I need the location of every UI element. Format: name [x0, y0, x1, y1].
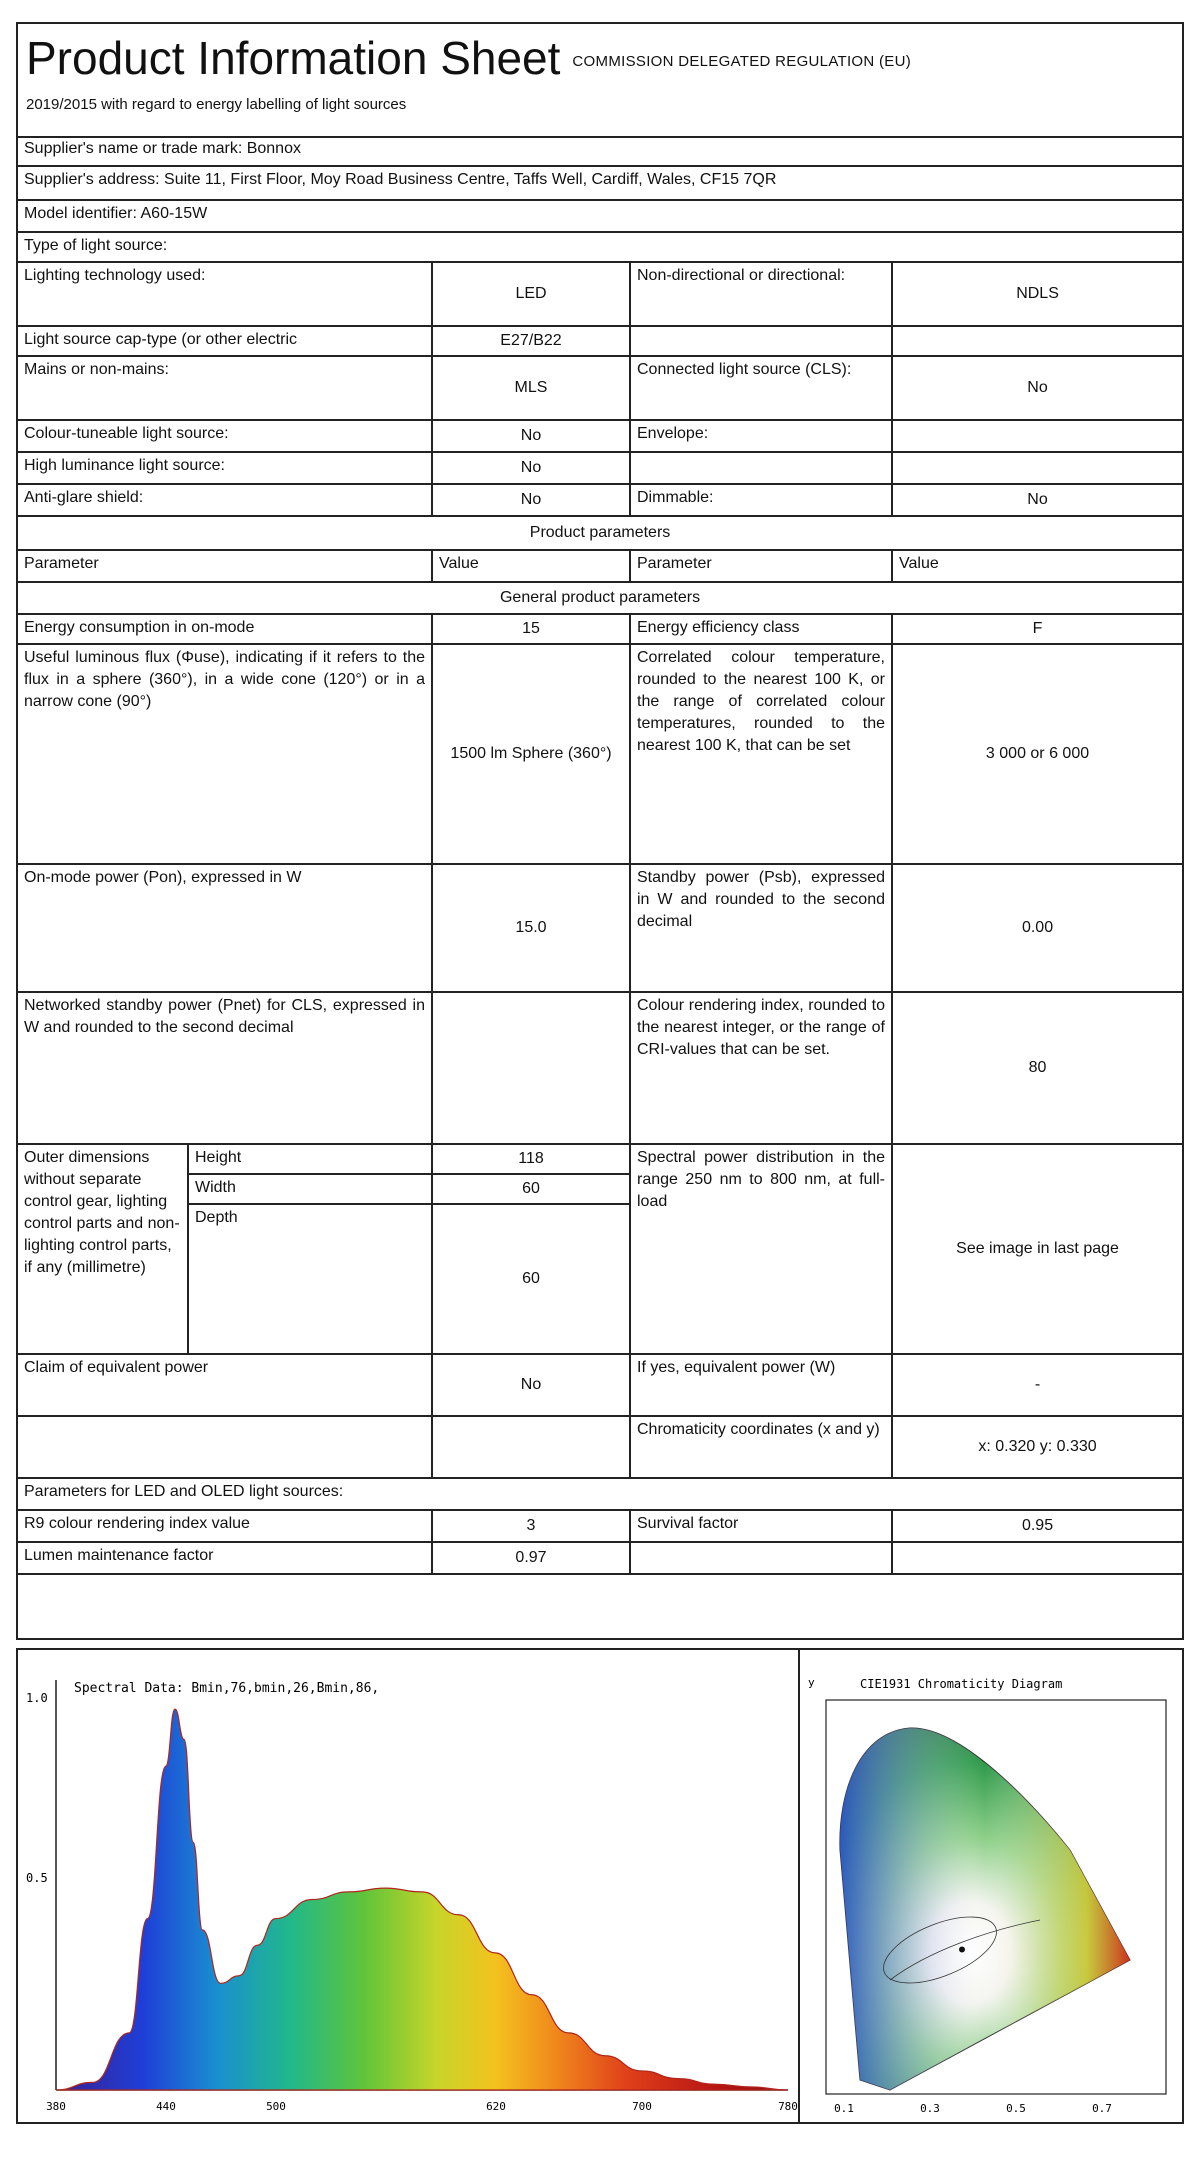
- param-value: E27/B22: [432, 326, 630, 356]
- regulation-subtitle: 2019/2015 with regard to energy labelling of light sources: [26, 96, 407, 113]
- param-label: Non-directional or directional:: [630, 262, 892, 326]
- table-row: [18, 136, 1182, 166]
- info-table: [18, 136, 1182, 1575]
- param-value: MLS: [432, 356, 630, 420]
- spectral-locus-colour: [840, 1728, 1130, 2090]
- width-value: 60: [432, 1174, 630, 1204]
- param-label: Energy efficiency class: [630, 614, 892, 644]
- param-value: 80: [892, 992, 1182, 1144]
- param-label: Lighting technology used:: [18, 262, 432, 326]
- param-label: Claim of equivalent power: [18, 1354, 432, 1416]
- supplier-name: Supplier's name or trade mark: Bonnox: [18, 136, 1182, 166]
- spectral-distribution-value: See image in last page: [892, 1144, 1182, 1354]
- column-header-value: Value: [432, 550, 630, 582]
- table-row: [18, 326, 1182, 356]
- param-value: No: [432, 1354, 630, 1416]
- param-label: Useful luminous flux (Φuse), indicating if it refers to the flux in a sphere (360°), in a wide cone (120°) or in a narrow cone (90°): [18, 644, 432, 864]
- param-label: Anti-glare shield:: [18, 484, 432, 516]
- x-tick-label: 620: [486, 2100, 506, 2113]
- chromaticity-point: [959, 1947, 965, 1953]
- param-value: NDLS: [892, 262, 1182, 326]
- param-label: Colour-tuneable light source:: [18, 420, 432, 452]
- dimensions-label: Outer dimensions without separate control gear, lighting control parts and non-lighting control parts, if any (millimetre): [18, 1144, 188, 1354]
- column-header-parameter: Parameter: [630, 550, 892, 582]
- y-tick-label: 1.0: [26, 1691, 48, 1705]
- title-text: Product Information Sheet: [26, 32, 561, 84]
- cie-x-tick: 0.3: [920, 2102, 940, 2115]
- param-value: [432, 992, 630, 1144]
- product-information-sheet: [16, 22, 1184, 1640]
- x-tick-label: 500: [266, 2100, 286, 2113]
- title-block: [18, 24, 1182, 138]
- param-label: Light source cap-type (or other electric: [18, 326, 432, 356]
- param-value: No: [432, 452, 630, 484]
- table-row: [18, 356, 1182, 420]
- led-parameters-heading: Parameters for LED and OLED light sources:: [18, 1478, 1182, 1510]
- table-row: [18, 550, 1182, 582]
- type-of-light-source: Type of light source:: [18, 232, 1182, 262]
- table-row: [18, 614, 1182, 644]
- table-row: [18, 420, 1182, 452]
- table-row: [18, 516, 1182, 550]
- height-label: Height: [188, 1144, 432, 1174]
- param-value: No: [892, 356, 1182, 420]
- param-label: Survival factor: [630, 1510, 892, 1542]
- param-label: R9 colour rendering index value: [18, 1510, 432, 1542]
- param-label: On-mode power (Pon), expressed in W: [18, 864, 432, 992]
- param-label: Connected light source (CLS):: [630, 356, 892, 420]
- param-value: [892, 420, 1182, 452]
- param-value: 0.97: [432, 1542, 630, 1574]
- param-value: 1500 lm Sphere (360°): [432, 644, 630, 864]
- param-label: Envelope:: [630, 420, 892, 452]
- param-value: [892, 1542, 1182, 1574]
- param-value: 0.95: [892, 1510, 1182, 1542]
- table-row: [18, 864, 1182, 992]
- height-value: 118: [432, 1144, 630, 1174]
- width-label: Width: [188, 1174, 432, 1204]
- table-row: [18, 1354, 1182, 1416]
- product-parameters-heading: Product parameters: [18, 516, 1182, 550]
- table-row: [18, 1510, 1182, 1542]
- spectral-distribution-label: Spectral power distribution in the range 250 nm to 800 nm, at full-load: [630, 1144, 892, 1354]
- param-label: Standby power (Psb), expressed in W and rounded to the second decimal: [630, 864, 892, 992]
- table-row: [18, 200, 1182, 232]
- param-value: 15: [432, 614, 630, 644]
- spectral-chart-panel: [18, 1650, 800, 2122]
- param-value: [892, 326, 1182, 356]
- table-row: [18, 452, 1182, 484]
- x-tick-label: 380: [46, 2100, 66, 2113]
- cie-x-tick: 0.1: [834, 2102, 854, 2115]
- cie-chromaticity-diagram: [800, 1650, 1182, 2122]
- x-tick-label: 780: [778, 2100, 798, 2113]
- cie-x-tick: 0.7: [1092, 2102, 1112, 2115]
- x-tick-label: 700: [632, 2100, 652, 2113]
- param-value: 3: [432, 1510, 630, 1542]
- param-value: No: [892, 484, 1182, 516]
- param-label: [18, 1416, 432, 1478]
- cie-x-tick: 0.5: [1006, 2102, 1026, 2115]
- param-value: LED: [432, 262, 630, 326]
- param-label: If yes, equivalent power (W): [630, 1354, 892, 1416]
- depth-label: Depth: [188, 1204, 432, 1354]
- table-row: [18, 644, 1182, 864]
- param-label: Lumen maintenance factor: [18, 1542, 432, 1574]
- param-label: [630, 452, 892, 484]
- supplier-address: Supplier's address: Suite 11, First Floor, Moy Road Business Centre, Taffs Well, Cardiff, Wales, CF15 7QR: [18, 166, 1182, 200]
- regulation-inline: COMMISSION DELEGATED REGULATION (EU): [572, 52, 912, 70]
- spectral-distribution-chart: [18, 1650, 798, 2122]
- param-label: High luminance light source:: [18, 452, 432, 484]
- param-label: Mains or non-mains:: [18, 356, 432, 420]
- param-label: [630, 1542, 892, 1574]
- param-value: [432, 1416, 630, 1478]
- param-value: No: [432, 420, 630, 452]
- param-label: Chromaticity coordinates (x and y): [630, 1416, 892, 1478]
- cie-chart-title: CIE1931 Chromaticity Diagram: [860, 1677, 1063, 1691]
- param-value: No: [432, 484, 630, 516]
- cie-chart-panel: [800, 1650, 1182, 2122]
- spectrum-area: [56, 1709, 788, 2090]
- table-row: [18, 1144, 1182, 1174]
- x-tick-label: 440: [156, 2100, 176, 2113]
- table-row: [18, 582, 1182, 614]
- y-tick-label: 0.5: [26, 1871, 48, 1885]
- table-row: [18, 1542, 1182, 1574]
- table-row: [18, 1416, 1182, 1478]
- charts-panel: [16, 1648, 1184, 2124]
- column-header-value: Value: [892, 550, 1182, 582]
- x-tick-labels: [46, 2100, 798, 2113]
- table-row: [18, 232, 1182, 262]
- model-identifier: Model identifier: A60-15W: [18, 200, 1182, 232]
- param-label: Colour rendering index, rounded to the nearest integer, or the range of CRI-values that can be set.: [630, 992, 892, 1144]
- table-row: [18, 166, 1182, 200]
- param-value: [892, 452, 1182, 484]
- page-title: [26, 32, 911, 88]
- param-value: 15.0: [432, 864, 630, 992]
- param-value: 0.00: [892, 864, 1182, 992]
- param-value: x: 0.320 y: 0.330: [892, 1416, 1182, 1478]
- param-label: Correlated colour temperature, rounded to the nearest 100 K, or the range of correlated colour temperatures, rounded to the nearest 100 K, that can be set: [630, 644, 892, 864]
- param-value: F: [892, 614, 1182, 644]
- table-row: [18, 484, 1182, 516]
- param-label: Dimmable:: [630, 484, 892, 516]
- param-label: Networked standby power (Pnet) for CLS, expressed in W and rounded to the second decimal: [18, 992, 432, 1144]
- table-row: [18, 262, 1182, 326]
- spectral-chart-title: Spectral Data: Bmin,76,bmin,26,Bmin,86,: [74, 1681, 380, 1696]
- general-parameters-heading: General product parameters: [18, 582, 1182, 614]
- param-value: 3 000 or 6 000: [892, 644, 1182, 864]
- param-value: -: [892, 1354, 1182, 1416]
- table-row: [18, 992, 1182, 1144]
- param-label: [630, 326, 892, 356]
- column-header-parameter: Parameter: [18, 550, 432, 582]
- param-label: Energy consumption in on-mode: [18, 614, 432, 644]
- depth-value: 60: [432, 1204, 630, 1354]
- table-row: [18, 1478, 1182, 1510]
- cie-y-axis-label: y: [808, 1676, 815, 1689]
